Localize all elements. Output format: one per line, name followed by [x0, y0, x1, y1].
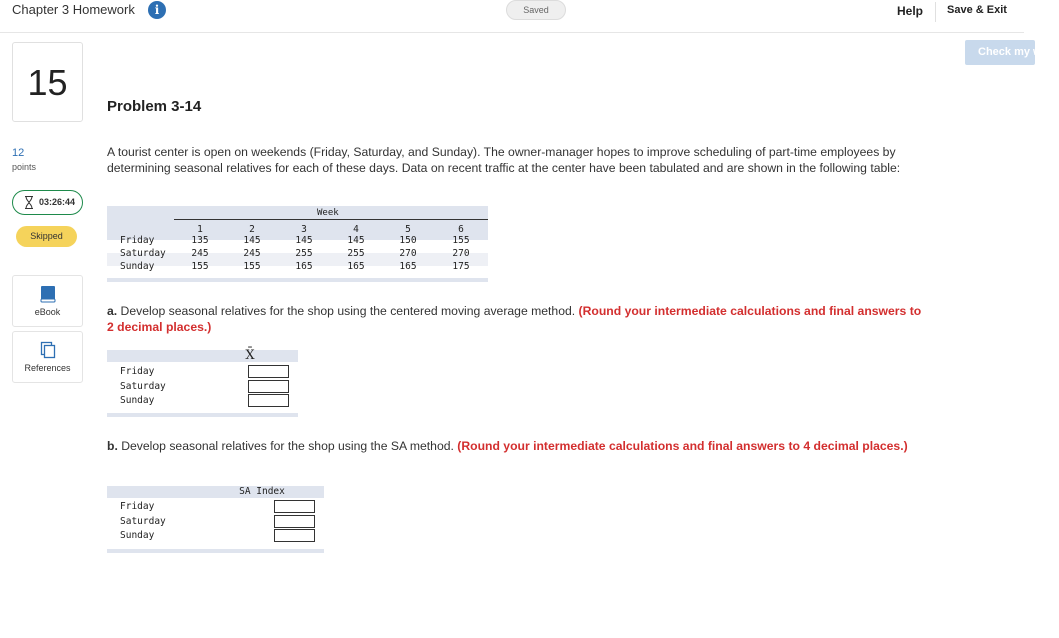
table-cell: 255 [347, 248, 365, 259]
assignment-title: Chapter 3 Homework [12, 2, 135, 17]
references-icon [40, 341, 56, 359]
sunday-xbar-input[interactable] [248, 394, 289, 407]
book-icon [40, 285, 56, 303]
question-number: 15 [12, 42, 83, 122]
part-b-prefix: b. [107, 439, 118, 453]
row-label: Sunday [120, 395, 155, 406]
table-cell: 245 [191, 248, 209, 259]
saturday-sa-index-input[interactable] [274, 515, 315, 528]
row-label: Saturday [120, 381, 166, 392]
part-a-prompt [107, 303, 927, 335]
save-exit-button[interactable]: Save & Exit [947, 4, 1007, 16]
traffic-data-table [107, 206, 488, 282]
table-bottom-bar [107, 278, 488, 282]
table-cell: 155 [191, 261, 209, 272]
part-a-answer-table [107, 350, 298, 418]
table-cell: 175 [452, 261, 470, 272]
row-label: Saturday [120, 248, 166, 259]
saturday-xbar-input[interactable] [248, 380, 289, 393]
table-cell: 145 [295, 235, 313, 246]
table-cell: 145 [243, 235, 261, 246]
friday-sa-index-input[interactable] [274, 500, 315, 513]
ebook-label: eBook [34, 307, 61, 317]
ebook-button[interactable] [12, 275, 83, 327]
week-underline [174, 219, 488, 220]
friday-xbar-input[interactable] [248, 365, 289, 378]
sa-index-header: SA Index [239, 486, 285, 497]
table-cell: 165 [399, 261, 417, 272]
part-a-prefix: a. [107, 304, 118, 318]
table-header-band [107, 350, 298, 362]
table-cell: 245 [243, 248, 261, 259]
table-cell: 270 [452, 248, 470, 259]
part-a-instruction: (Round your intermediate calculations and final answers to 2 decimal places.) [107, 304, 922, 334]
row-label: Friday [120, 235, 155, 246]
sunday-sa-index-input[interactable] [274, 529, 315, 542]
column-header: 3 [301, 224, 307, 235]
column-header: 2 [249, 224, 255, 235]
table-cell: 150 [399, 235, 417, 246]
row-label: Sunday [120, 530, 155, 541]
problem-intro: A tourist center is open on weekends (Friday, Saturday, and Sunday). The owner-manager hopes to improve scheduling of part-time employees by determining seasonal relatives for each of these days. Data on recent traffic at the center have been tabulated and are shown in the following table: [107, 145, 901, 175]
problem-title: Problem 3-14 [107, 98, 202, 115]
header-divider [935, 2, 936, 22]
part-b-instruction: (Round your intermediate calculations and final answers to 4 decimal places.) [457, 439, 908, 453]
row-label: Sunday [120, 261, 155, 272]
info-icon[interactable]: i [148, 1, 166, 19]
row-label: Friday [120, 501, 155, 512]
references-label: References [24, 363, 71, 373]
table-cell: 155 [452, 235, 470, 246]
timer-value: 03:26:44 [39, 197, 76, 207]
hourglass-icon [24, 196, 34, 209]
part-b-text: Develop seasonal relatives for the shop using the SA method. [117, 439, 458, 453]
skipped-badge: Skipped [16, 226, 77, 247]
row-label: Friday [120, 366, 155, 377]
row-label: Saturday [120, 516, 166, 527]
table-bottom-bar [107, 413, 298, 417]
help-button[interactable]: Help [897, 4, 924, 18]
table-cell: 145 [347, 235, 365, 246]
table-cell: 155 [243, 261, 261, 272]
table-cell: 135 [191, 235, 209, 246]
table-cell: 165 [295, 261, 313, 272]
points-label: points [12, 162, 37, 172]
references-button[interactable] [12, 331, 83, 383]
part-b-prompt [107, 438, 927, 454]
top-header [0, 0, 1024, 33]
saved-status-badge: Saved [506, 0, 566, 20]
column-header: 4 [353, 224, 359, 235]
part-b-answer-table [107, 486, 324, 554]
column-header: 6 [458, 224, 464, 235]
timer [12, 190, 83, 215]
week-group-header: Week [317, 208, 339, 218]
table-cell: 255 [295, 248, 313, 259]
column-header: 5 [405, 224, 411, 235]
part-a-text: Develop seasonal relatives for the shop using the centered moving average method. [117, 304, 579, 318]
points-value: 12 [12, 147, 25, 159]
table-bottom-bar [107, 549, 324, 553]
table-cell: 165 [347, 261, 365, 272]
xbar-header: X̄ [245, 348, 255, 363]
table-cell: 270 [399, 248, 417, 259]
check-my-work-button[interactable]: Check my work [965, 40, 1035, 65]
column-header: 1 [197, 224, 203, 235]
